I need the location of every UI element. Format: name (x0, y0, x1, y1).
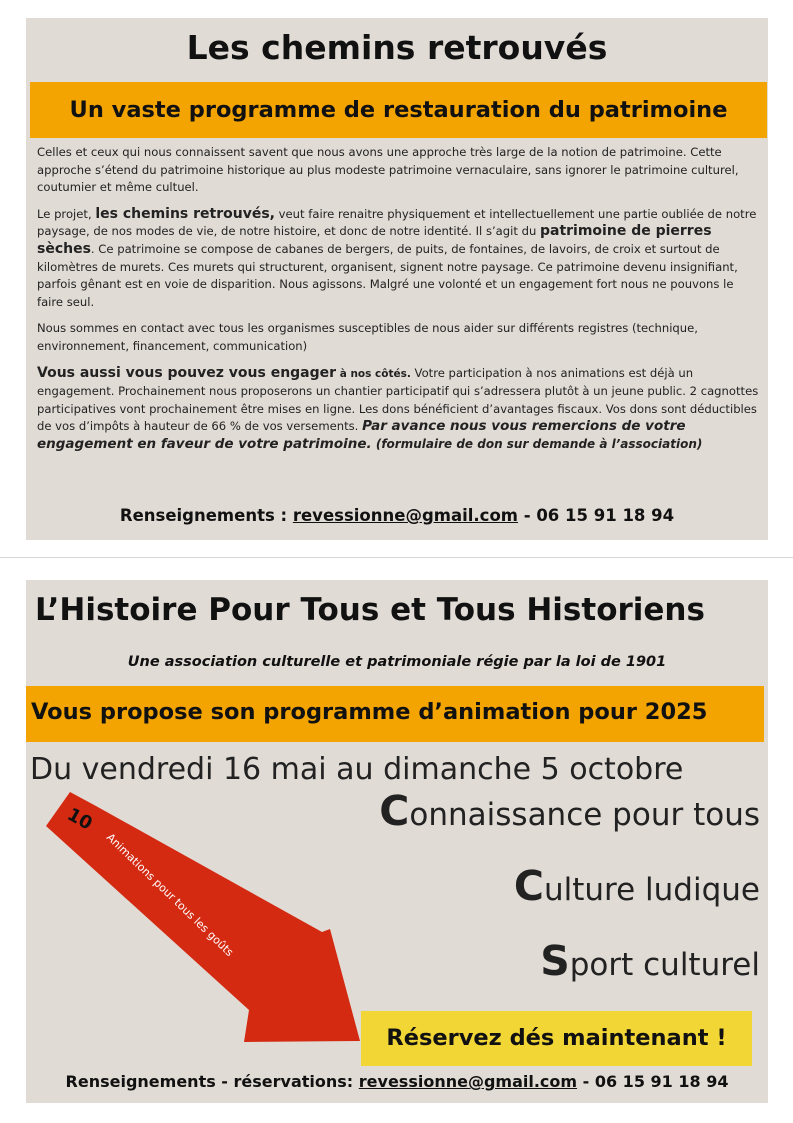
program-banner (26, 686, 764, 742)
project-name: les chemins retrouvés, (95, 205, 275, 222)
reserve-banner (361, 1011, 752, 1066)
association-title: L’Histoire Pour Tous et Tous Historiens (35, 592, 705, 628)
program-contact: Renseignements - réservations: revessionne@gmail.com - 06 15 91 18 94 (65, 1072, 729, 1091)
project-contact: Renseignements : revessionne@gmail.com - 06 15 91 18 94 (119, 506, 675, 525)
project-banner-text: Un vaste programme de restauration du patrimoine (69, 97, 728, 123)
thanks-text: Par avance nous vous remercions de votre engagement en faveur de votre patrimoine. (37, 418, 686, 452)
reserve-text: Réservez dés maintenant ! (386, 1025, 727, 1051)
paragraph-2: Le projet, les chemins retrouvés, veut faire renaitre physiquement et intellectuellement une partie oubliée de notre paysage, de nos modes de vie, de notre histoire, et donc de notre identité. Il s’agit du patrimoine de pierres sèches. Ce patrimoine se compose de cabanes de bergers, de puits, de fontaines, de lavoirs, de croix et surtout de kilomètres de murets. Ces murets qui structurent, organisent, signent notre paysage. Ce patrimoine devenu insignifiant, parfois gênant est en voie de disparition. Nous agissons. Malgré une volonté et un engagement fort nous ne pouvons le faire seul. (37, 205, 757, 309)
phone-number: - 06 15 91 18 94 (517, 506, 675, 525)
phone-number: - 06 15 91 18 94 (577, 1072, 729, 1091)
project-banner (30, 82, 767, 138)
program-panel (26, 580, 768, 1103)
program-dates: Du vendredi 16 mai au dimanche 5 octobre (30, 752, 684, 787)
page-divider (0, 557, 793, 558)
email-link[interactable]: revessionne@gmail.com (292, 506, 518, 525)
theme-sport: Sport culturel (540, 937, 760, 985)
engage-heading: Vous aussi vous pouvez vous engager (37, 364, 337, 381)
theme-culture: Culture ludique (513, 862, 760, 910)
association-subtitle: Une association culturelle et patrimoniale régie par la loi de 1901 (127, 654, 667, 670)
theme-connaissance: Connaissance pour tous (379, 787, 760, 835)
arrow-number: 10 (63, 804, 96, 835)
heritage-project-panel (26, 18, 768, 540)
paragraph-1: Celles et ceux qui nous connaissent savent que nous avons une approche très large de la notion de patrimoine. Cette approche s’étend du patrimoine historique au plus modeste patrimoine vernaculaire, sans ignorer le patrimoine culturel, coutumier et même cultuel. (37, 145, 739, 195)
arrow-label: Animations pour tous les goûts (103, 830, 236, 959)
project-title: Les chemins retrouvés (186, 28, 608, 67)
email-link[interactable]: revessionne@gmail.com (358, 1072, 578, 1091)
paragraph-3: Nous sommes en contact avec tous les organismes susceptibles de nous aider sur différents registres (technique, environnement, financement, communication) (37, 321, 698, 353)
paragraph-4: Vous aussi vous pouvez vous engager à nos côtés. Votre participation à nos animations est déjà un engagement. Prochainement nous proposerons un chantier participatif qui s’adressera plutôt à un jeune public. 2 cagnottes participatives vont prochainement être mises en ligne. Les dons bénéficient d’avantages fiscaux. Vos dons sont déductibles de vos d’impôts à hauteur de 66 % de vos versements. Par avance nous vous remercions de votre engagement en faveur de votre patrimoine. (formulaire de don sur demande à l’association) (37, 364, 759, 452)
dry-stone-heritage: patrimoine de pierres sèches (37, 223, 712, 257)
project-body (37, 144, 762, 463)
program-banner-text: Vous propose son programme d’animation pour 2025 (31, 699, 708, 725)
